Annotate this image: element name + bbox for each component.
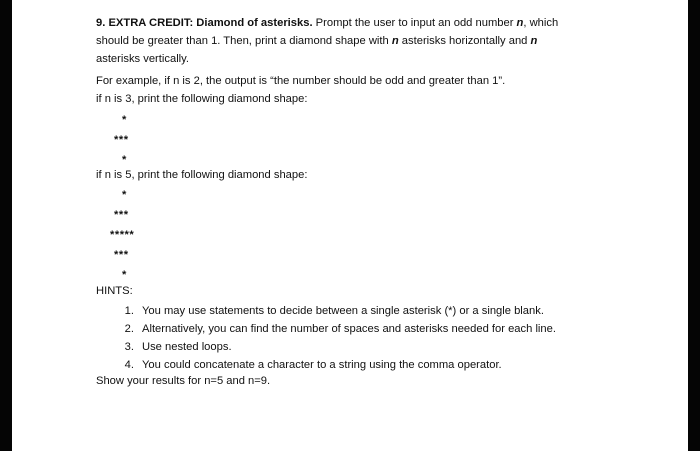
diamond-3-row: *** xyxy=(114,134,129,146)
variable-n: n xyxy=(516,17,524,29)
if-n-3-label: if n is 3, print the following diamond shape: xyxy=(96,93,308,105)
question-number: 9. xyxy=(96,17,106,29)
question-text: Prompt the user to input an odd number xyxy=(315,17,514,29)
question-line-2: should be greater than 1. Then, print a diamond shape with n asterisks horizontally and n xyxy=(96,35,538,47)
question-title: EXTRA CREDIT: Diamond of asterisks. xyxy=(108,17,313,29)
diamond-3-row: * xyxy=(122,114,127,126)
example-intro: For example, if n is 2, the output is “the number should be odd and greater than 1”. xyxy=(96,75,506,87)
hint-item: 1. You may use statements to decide between a single asterisk (*) or a single blank. xyxy=(124,305,544,317)
diamond-5-row: * xyxy=(122,189,127,201)
results-instruction: Show your results for n=5 and n=9. xyxy=(96,375,271,387)
diamond-5-row: * xyxy=(122,269,127,281)
left-dark-border xyxy=(0,0,12,451)
diamond-3-row: * xyxy=(122,154,127,166)
hint-item: 4. You could concatenate a character to a string using the comma operator. xyxy=(124,359,502,371)
hint-item: 3. Use nested loops. xyxy=(124,341,232,353)
hints-heading: HINTS: xyxy=(96,285,133,297)
right-dark-border xyxy=(688,0,700,451)
diamond-5-row: *** xyxy=(114,249,129,261)
question-line-3: asterisks vertically. xyxy=(96,53,190,65)
hint-item: 2. Alternatively, you can find the number of spaces and asterisks needed for each line. xyxy=(124,323,556,335)
diamond-5-row: *** xyxy=(114,209,129,221)
hints-list xyxy=(96,302,556,374)
diamond-5-row: ***** xyxy=(110,229,135,241)
if-n-5-label: if n is 5, print the following diamond shape: xyxy=(96,169,308,181)
question-line-1: 9. EXTRA CREDIT: Diamond of asterisks. Prompt the user to input an odd number n, which xyxy=(96,17,559,29)
